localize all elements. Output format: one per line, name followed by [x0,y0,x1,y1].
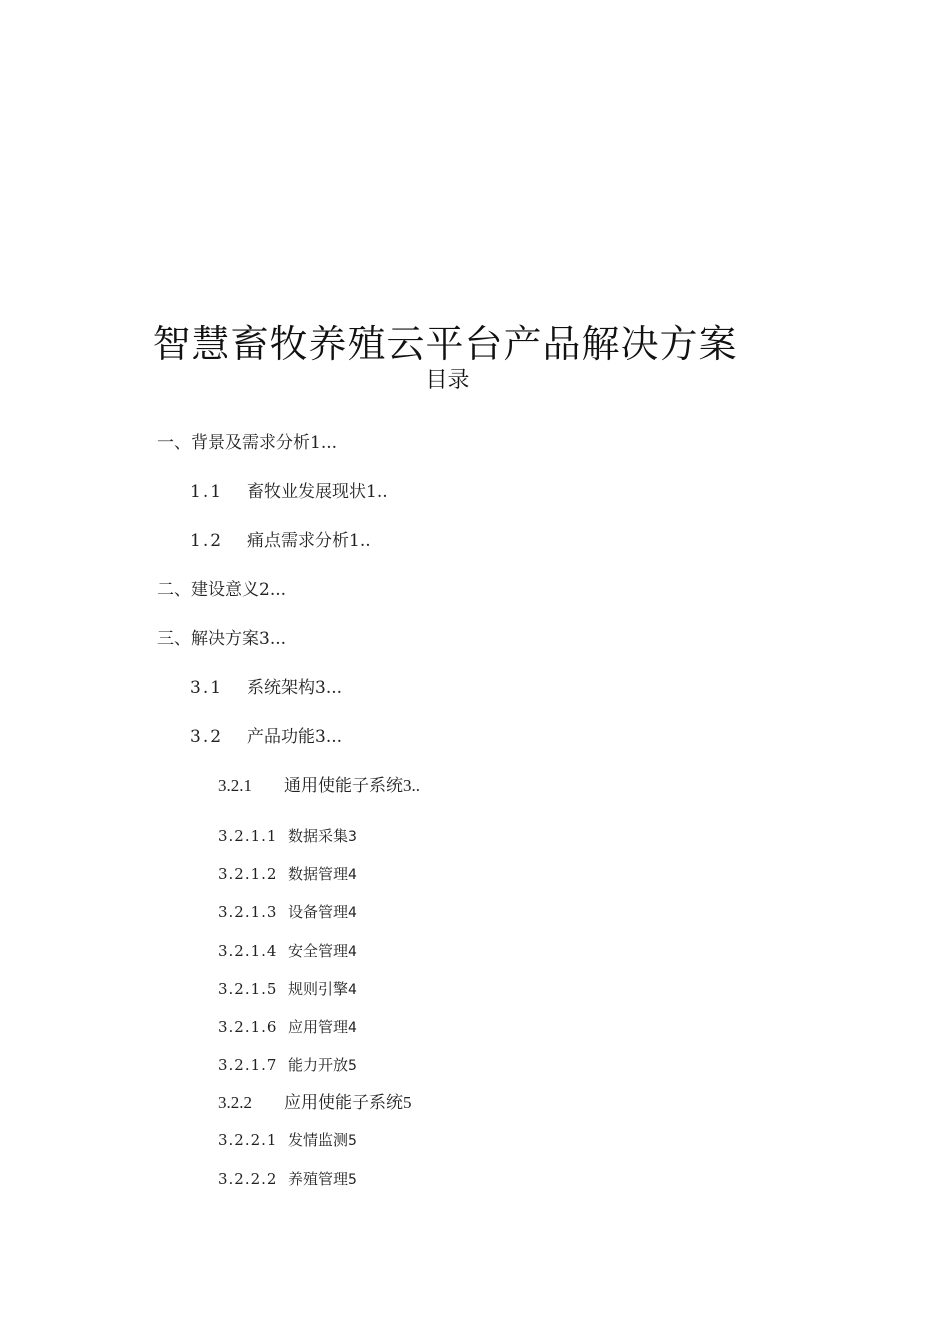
toc-entry-label: 痛点需求分析 [247,531,349,551]
toc-entry-significance[interactable] [157,578,286,602]
toc-entry-label: 应用使能子系统 [284,1093,403,1112]
toc-entry-label: 二、建设意义 [157,580,259,600]
toc-entry-application-management[interactable] [218,1016,357,1039]
toc-entry-page: 1... [310,433,338,453]
toc-entry-page: 4 [348,867,357,883]
toc-entry-number: 1.2 [190,531,224,551]
toc-entry-number: 3.2.1.4 [218,942,278,960]
toc-entry-page: 5 [348,1133,357,1149]
toc-entry-page: 3... [259,629,287,649]
toc-entry-number: 3.2 [190,727,224,747]
document-title: 智慧畜牧养殖云平台产品解决方案 [152,322,738,366]
toc-entry-label: 应用管理 [288,1018,349,1036]
toc-entry-label: 通用使能子系统 [284,776,403,795]
toc-entry-page: 5 [403,1093,412,1112]
toc-entry-label: 养殖管理 [288,1170,349,1188]
toc-entry-label: 规则引擎 [288,980,349,998]
toc-entry-page: 3... [315,678,343,698]
toc-entry-number: 3.2.2.2 [218,1170,278,1188]
toc-entry-application-enablement[interactable] [218,1091,412,1115]
toc-entry-label: 发情监测 [288,1131,349,1149]
toc-entry-page: 4 [348,905,357,921]
toc-entry-page: 3... [315,727,343,747]
toc-entry-label: 设备管理 [288,903,349,921]
toc-entry-label: 安全管理 [288,942,349,960]
toc-heading: 目录 [425,368,470,393]
toc-entry-label: 系统架构 [247,678,315,698]
toc-entry-estrus-monitoring[interactable] [218,1129,357,1152]
toc-entry-architecture[interactable] [190,676,342,700]
toc-entry-number: 3.2.1.2 [218,865,278,883]
toc-entry-label: 数据采集 [288,827,349,845]
toc-entry-number: 3.2.1.5 [218,980,278,998]
toc-entry-label: 能力开放 [288,1056,349,1074]
toc-entry-page: 1.. [366,482,388,502]
toc-entry-page: 4 [348,982,357,998]
toc-entry-capability-opening[interactable] [218,1054,357,1077]
toc-entry-number: 3.2.1.1 [218,827,278,845]
toc-entry-number: 3.2.1.7 [218,1056,278,1074]
toc-entry-number: 1.1 [190,482,224,502]
toc-entry-label: 数据管理 [288,865,349,883]
toc-entry-solution[interactable] [157,627,286,651]
toc-entry-label: 一、背景及需求分析 [157,433,310,453]
toc-entry-background-analysis[interactable] [157,431,337,455]
toc-entry-device-management[interactable] [218,901,357,924]
toc-entry-number: 3.2.1 [218,776,252,795]
toc-entry-general-enablement[interactable] [218,774,420,798]
toc-entry-pain-points[interactable] [190,529,371,553]
toc-entry-label: 三、解决方案 [157,629,259,649]
toc-entry-page: 3.. [403,776,420,795]
toc-entry-data-management[interactable] [218,863,357,886]
toc-entry-label: 产品功能 [247,727,315,747]
toc-entry-number: 3.2.1.6 [218,1018,278,1036]
toc-entry-number: 3.1 [190,678,224,698]
toc-entry-product-features[interactable] [190,725,342,749]
toc-entry-security-management[interactable] [218,940,357,963]
toc-entry-data-collection[interactable] [218,825,357,848]
toc-entry-page: 4 [348,1020,357,1036]
toc-entry-industry-status[interactable] [190,480,388,504]
toc-entry-page: 1.. [349,531,371,551]
toc-entry-breeding-management[interactable] [218,1168,357,1191]
toc-entry-page: 5 [348,1172,357,1188]
toc-entry-page: 2... [259,580,287,600]
toc-entry-page: 3 [348,829,357,845]
toc-entry-label: 畜牧业发展现状 [247,482,366,502]
toc-entry-number: 3.2.2.1 [218,1131,278,1149]
toc-entry-page: 4 [348,944,357,960]
toc-entry-number: 3.2.1.3 [218,903,278,921]
toc-entry-rule-engine[interactable] [218,978,357,1001]
toc-entry-number: 3.2.2 [218,1093,252,1112]
toc-entry-page: 5 [348,1058,357,1074]
